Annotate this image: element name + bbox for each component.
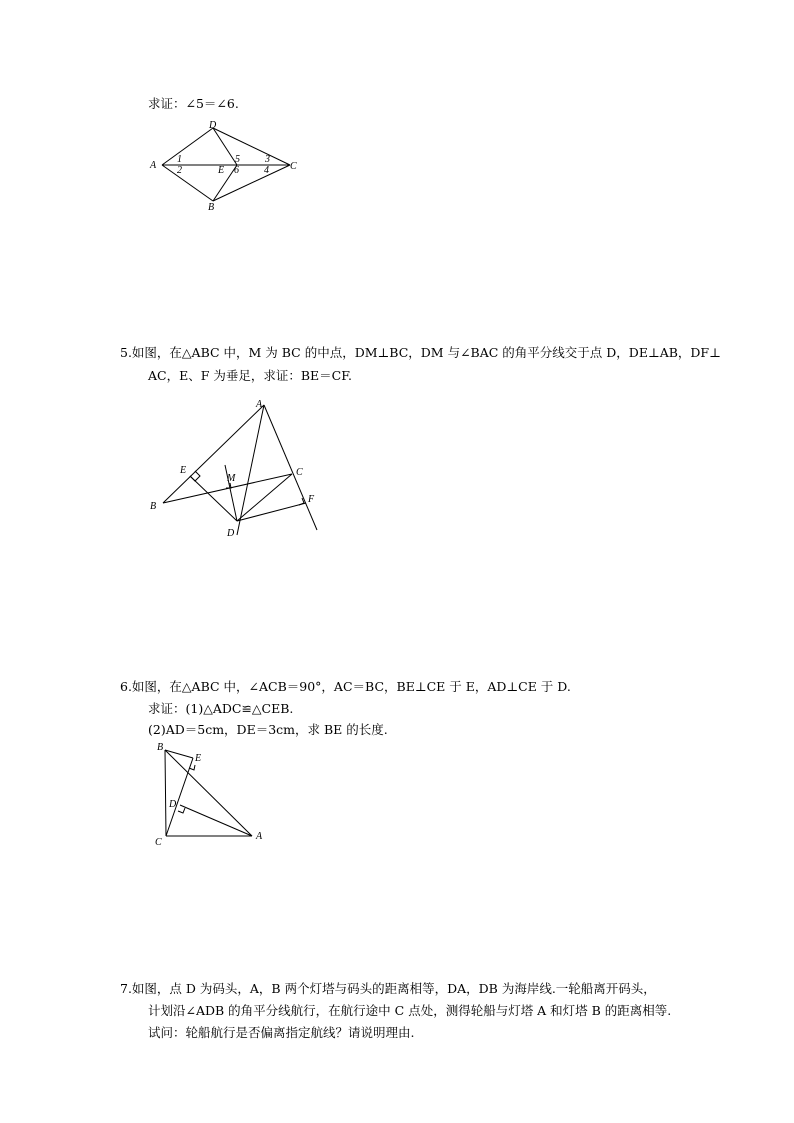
p4-label-C: C bbox=[290, 161, 297, 172]
p5-label-F: F bbox=[308, 494, 315, 505]
p4-label-2: 2 bbox=[177, 165, 182, 176]
p4-label-B: B bbox=[208, 202, 215, 213]
p7-text-line2: 计划沿∠ADB 的角平分线航行，在航行途中 C 点处，测得轮船与灯塔 A 和灯塔 B 的距离相等. bbox=[148, 1003, 672, 1018]
p4-prove-text: 求证：∠5＝∠6. bbox=[148, 96, 239, 111]
p6-figure bbox=[148, 738, 268, 850]
p5-label-A: A bbox=[256, 399, 263, 410]
p6-text-line3: (2)AD＝5cm，DE＝3cm，求 BE 的长度. bbox=[148, 722, 388, 737]
p5-label-C: C bbox=[296, 467, 303, 478]
p6-label-E: E bbox=[195, 753, 202, 764]
p5-label-B: B bbox=[150, 501, 157, 512]
p4-label-3: 3 bbox=[265, 154, 270, 165]
p7-text-line3: 试问：轮船航行是否偏离指定航线？请说明理由. bbox=[148, 1025, 415, 1040]
p5-label-D: D bbox=[227, 528, 235, 539]
p6-label-B: B bbox=[157, 742, 164, 753]
p5-figure bbox=[140, 395, 330, 545]
p5-text-line1: 5.如图，在△ABC 中，M 为 BC 的中点，DM⊥BC，DM 与∠BAC 的角平分线交于点 D，DE⊥AB，DF⊥ bbox=[120, 345, 721, 360]
p4-label-6: 6 bbox=[234, 165, 239, 176]
p7-text-line1: 7.如图，点 D 为码头，A，B 两个灯塔与码头的距离相等，DA，DB 为海岸线.一轮船离开码头， bbox=[120, 981, 656, 996]
p5-label-M: M bbox=[227, 473, 236, 484]
p4-figure bbox=[140, 118, 320, 218]
p5-text-line2: AC，E、F 为垂足，求证：BE＝CF. bbox=[148, 368, 352, 383]
p5-label-E: E bbox=[180, 465, 187, 476]
p4-label-5: 5 bbox=[235, 154, 240, 165]
p6-label-D: D bbox=[169, 799, 177, 810]
p4-label-D: D bbox=[209, 120, 217, 131]
p6-label-A: A bbox=[256, 831, 263, 842]
p6-label-C: C bbox=[155, 837, 162, 848]
p4-label-E: E bbox=[218, 165, 225, 176]
p4-label-A: A bbox=[150, 160, 157, 171]
p6-text-line2: 求证：(1)△ADC≌△CEB. bbox=[148, 701, 294, 716]
p4-label-1: 1 bbox=[177, 154, 182, 165]
p4-label-4: 4 bbox=[264, 165, 269, 176]
p6-text-line1: 6.如图，在△ABC 中，∠ACB＝90°，AC＝BC，BE⊥CE 于 E，AD⊥CE 于 D. bbox=[120, 679, 571, 694]
